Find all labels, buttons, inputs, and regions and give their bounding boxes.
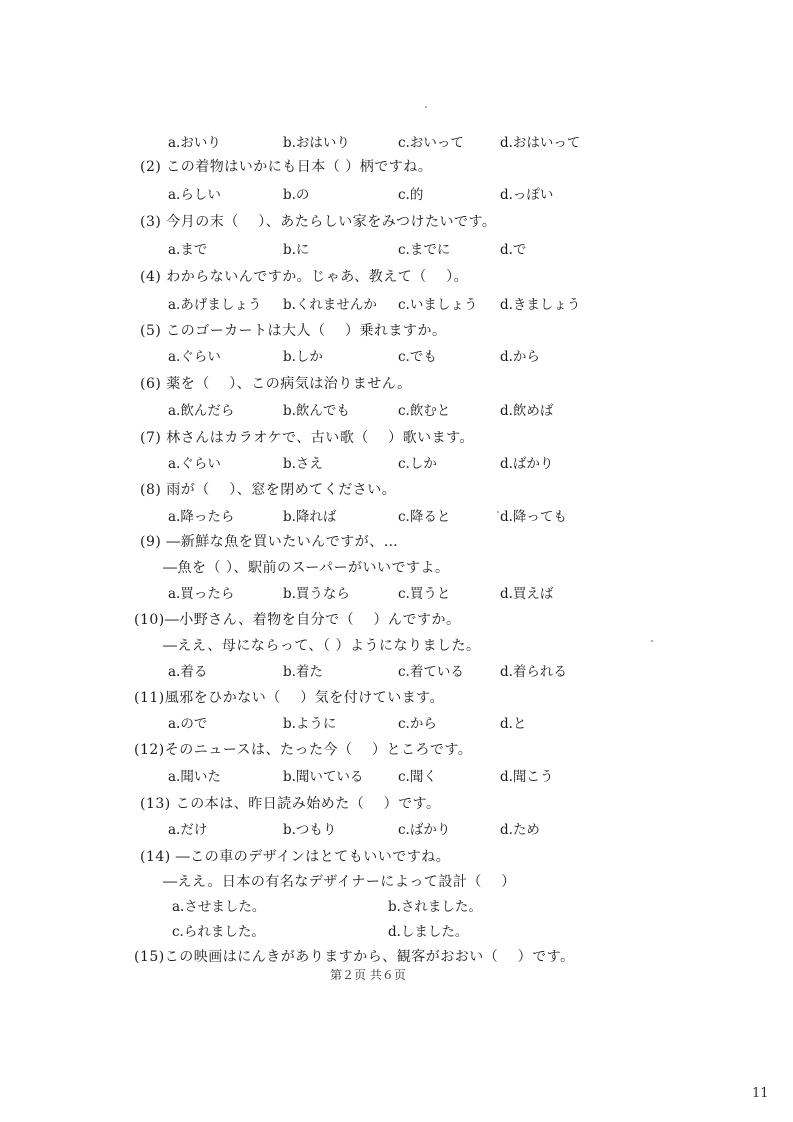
answer-option: b.買うなら xyxy=(283,586,350,602)
answer-option: c.買うと xyxy=(398,586,451,602)
answer-option: b.着た xyxy=(283,664,323,680)
answer-option: d.で xyxy=(500,242,527,258)
answer-option: b.聞いている xyxy=(283,769,364,785)
question-text: (2) この着物はいかにも日本（ ）柄ですね。 xyxy=(140,159,433,175)
answer-option: a.買ったら xyxy=(168,586,235,602)
answer-option: d.きましょう xyxy=(500,297,581,313)
question-text: (12)そのニュースは、たった今（ ）ところです。 xyxy=(134,742,473,758)
answer-option: c.着ている xyxy=(398,664,464,680)
answer-option: c.から xyxy=(398,716,437,732)
answer-option: c.いましょう xyxy=(398,297,478,313)
answer-option: b.おはいり xyxy=(283,135,350,151)
answer-option: d.ばかり xyxy=(500,456,554,472)
page-number: 11 xyxy=(752,1086,769,1101)
answer-option: d.降っても xyxy=(500,509,567,525)
question-text: (8) 雨が（ ）、窓を閉めてください。 xyxy=(140,482,397,498)
answer-option: b.ように xyxy=(283,716,337,732)
question-text: (10)―小野さん、着物を自分で（ ）んですか。 xyxy=(134,612,461,628)
page-footer: 第２页 共６页 xyxy=(330,968,406,982)
answer-option: a.だけ xyxy=(168,822,208,838)
answer-option: b.の xyxy=(283,187,310,203)
scan-speck xyxy=(497,511,499,513)
answer-option: a.着る xyxy=(168,664,208,680)
answer-option: a.ぐらい xyxy=(168,349,221,365)
question-text: (11)風邪をひかない（ ）気を付けています。 xyxy=(134,690,445,706)
answer-option: c.しか xyxy=(398,456,437,472)
answer-option: c.おいって xyxy=(398,135,464,151)
answer-option: a.ぐらい xyxy=(168,456,221,472)
answer-option: b.しか xyxy=(283,349,323,365)
answer-option: d.っぽい xyxy=(500,187,554,203)
question-text: (7) 林さんはカラオケで、古い歌（ ）歌います。 xyxy=(140,430,475,446)
question-text: (14) ―この車のデザインはとてもいいですね。 xyxy=(140,849,451,865)
answer-option: b.くれませんか xyxy=(283,297,377,313)
dialogue-line: ―ええ。日本の有名なデザイナーによって設計（ ） xyxy=(163,874,516,890)
answer-option: d.飲めば xyxy=(500,403,554,419)
answer-option: a.あげましょう xyxy=(168,297,262,313)
answer-option: b.に xyxy=(283,242,310,258)
answer-option: b.さえ xyxy=(283,456,323,472)
answer-option: a.させました。 xyxy=(172,899,266,915)
question-text: (4) わからないんですか。じゃあ、教えて（ ）。 xyxy=(140,269,469,285)
answer-option: d.しました。 xyxy=(388,924,469,940)
question-text: (15)この映画はにんきがありますから、観客がおおい（ ）です。 xyxy=(134,949,575,965)
answer-option: c.聞く xyxy=(398,769,437,785)
answer-option: d.着られる xyxy=(500,664,567,680)
answer-option: a.飲んだら xyxy=(168,403,235,419)
question-text: (3) 今月の末（ ）、あたらしい家をみつけたいです。 xyxy=(140,214,497,230)
answer-option: a.らしい xyxy=(168,187,221,203)
question-text: (6) 薬を（ ）、この病気は治りません。 xyxy=(140,376,412,392)
dialogue-line: ―ええ、母にならって、（ ）ようになりました。 xyxy=(163,638,481,654)
answer-option: b.つもり xyxy=(283,822,337,838)
answer-option: d.おはいって xyxy=(500,135,581,151)
answer-option: c.的 xyxy=(398,187,424,203)
answer-option: c.ばかり xyxy=(398,822,451,838)
answer-option: d.と xyxy=(500,716,527,732)
answer-option: c.までに xyxy=(398,242,451,258)
question-text: (5) このゴーカートは大人（ ）乗れますか。 xyxy=(140,323,447,339)
answer-option: d.ため xyxy=(500,822,540,838)
answer-option: a.聞いた xyxy=(168,769,221,785)
answer-option: c.降ると xyxy=(398,509,451,525)
answer-option: c.でも xyxy=(398,349,437,365)
answer-option: c.飲むと xyxy=(398,403,451,419)
answer-option: b.飲んでも xyxy=(283,403,350,419)
question-text: (9) ―新鮮な魚を買いたいんですが、… xyxy=(140,534,399,550)
answer-option: a.ので xyxy=(168,716,208,732)
answer-option: a.おいり xyxy=(168,135,221,151)
answer-option: d.から xyxy=(500,349,540,365)
answer-option: b.されました。 xyxy=(388,899,482,915)
answer-option: a.降ったら xyxy=(168,509,235,525)
answer-option: a.まで xyxy=(168,242,208,258)
answer-option: c.られました。 xyxy=(172,924,265,940)
answer-option: b.降れば xyxy=(283,509,337,525)
answer-option: d.買えば xyxy=(500,586,554,602)
answer-option: d.聞こう xyxy=(500,769,554,785)
scan-speck xyxy=(425,106,427,108)
scan-speck xyxy=(651,640,653,642)
question-text: (13) この本は、昨日読み始めた（ ）です。 xyxy=(140,796,441,812)
dialogue-line: ―魚を（ ）、駅前のスーパーがいいですよ。 xyxy=(163,560,450,576)
